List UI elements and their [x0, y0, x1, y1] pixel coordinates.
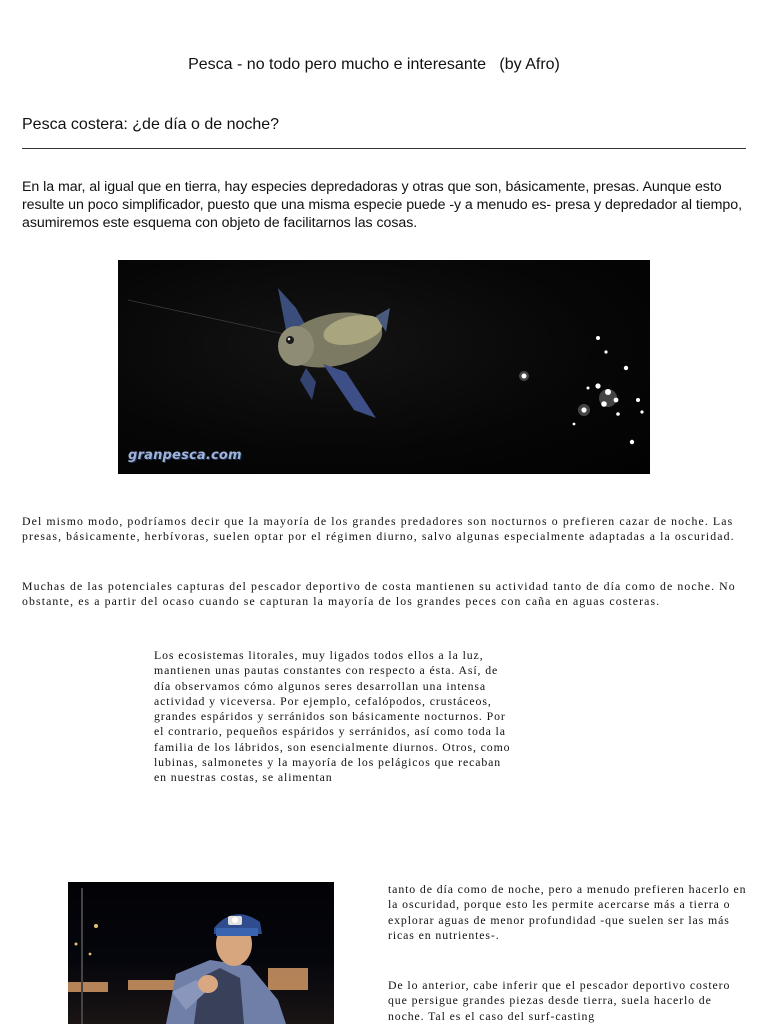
fish-illustration [118, 260, 650, 474]
paragraph-captures: Muchas de las potenciales capturas del pescador deportivo de costa mantienen su actividad tanto de día como de noche. No obstante, es a partir del ocaso cuando se capturan la mayoría de los grandes peces con caña en aguas costeras. [22, 579, 736, 609]
section-heading: Pesca costera: ¿de día o de noche? [22, 116, 280, 133]
document-title: Pesca - no todo pero mucho e interesante (by Afro) [188, 56, 560, 73]
paragraph-ecosystems: Los ecosistemas litorales, muy ligados todos ellos a la luz, mantienen unas pautas constantes con respecto a ésta. Así, de día observamos cómo algunos seres desarrollan una intensa actividad y viceversa. Por ejemplo, cefalópodos, crustáceos, grandes espáridos y serránidos son básicamente nocturnos. Por el contrario, pequeños espáridos y serránidos, así como toda la familia de los lábridos, son esencialmente diurnos. Otros, como lubinas, salmonetes y la mayoría de los pelágicos que recaban en nuestras costas, se alimentan [154, 648, 511, 785]
fisherman-night-photo [68, 882, 334, 1024]
intro-paragraph: En la mar, al igual que en tierra, hay especies depredadoras y otras que son, básicamente, presas. Aunque esto resulte un poco simplificador, puesto que una misma especie puede -y a menudo es- presa y depredador al tiempo, asumiremos este esquema con objeto de facilitarnos las cosas. [22, 179, 743, 231]
paragraph-conclusion: De lo anterior, cabe inferir que el pescador deportivo costero que persigue grandes piezas desde tierra, suela hacerlo de noche. Tal es el caso del surf-casting [388, 978, 731, 1023]
paragraph-day-or-night: tanto de día como de noche, pero a menudo prefieren hacerlo en la oscuridad, porque esto les permite acercarse más a tierra o explorar aguas de menor profundidad -que suelen ser las más ricas en nutrientes-. [388, 882, 747, 942]
photo-watermark: granpesca.com [128, 448, 242, 463]
night-fish-photo [118, 260, 650, 474]
fisherman-illustration [68, 882, 334, 1024]
section-divider [22, 148, 746, 149]
paragraph-predators: Del mismo modo, podríamos decir que la mayoría de los grandes predadores son nocturnos o prefieren cazar de noche. Las presas, básicamente, herbívoras, suelen optar por el régimen diurno, salvo algunas especialmente adaptadas a la oscuridad. [22, 514, 735, 544]
